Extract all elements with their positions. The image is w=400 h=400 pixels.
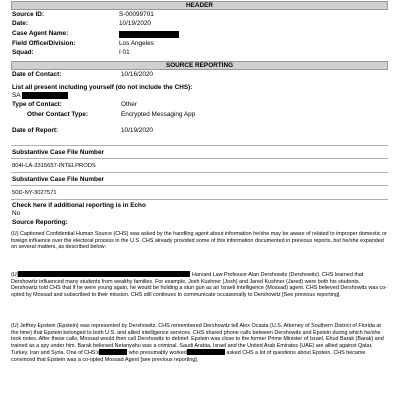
paragraph-1-text: (U) Captioned Confidential Human Source (CHS) was asked by the handling agent about information he/she may be aware of related to improper domestic or foreign influence over the electoral process in the U.S. CHS already provided some of this information documented in previous reports, but he/she expanded on several matters, as described below: xyxy=(11,231,387,251)
agent-names-redaction xyxy=(22,92,68,99)
paragraph-3-text-a: (U) Jeffrey Epstein (Epstein) was represented by Dershowitz. CHS remembered Dershowitz tell Alex Ocasta (U.S. Attorney of Southern District of Florida at the time) that Epstein belonged to both U.S. and allied intelligence services. CHS shared phone calls between Dershowitz and Epstein during which he/she took notes. After these calls, Mossad would then call Dershowitz to debrief. Epstein was close to the former Prime Minister of Israel, Ehud Barak (Barak) and trained as a spy under him. Barak believed Netanyahu was a criminal. Saudi Arabia, Israel and the United Arab Emirates (UAE) are allied against Qatar, Turkey, Iran and Syria. One of CHS's xyxy=(11,323,384,357)
case-agent-redaction xyxy=(119,31,179,38)
date-of-report-value: 10/19/2020 xyxy=(121,127,153,134)
source-reporting-title: SOURCE REPORTING xyxy=(165,62,234,69)
divider xyxy=(11,172,388,173)
source-reporting-bar xyxy=(11,61,388,70)
date-of-contact-label: Date of Contact: xyxy=(12,71,62,78)
field-office-value: Los Angeles xyxy=(119,40,154,47)
paragraph-3-text-c: asked CHS a lot of questions about Epstein. CHS became convinced that Epstein was a co-opted Mossad Agent [see previous reporting]. xyxy=(11,350,366,363)
source-id-label: Source ID: xyxy=(12,11,44,18)
squad-value: I 01 xyxy=(119,49,130,56)
paragraph-3-redaction-2 xyxy=(187,349,225,355)
other-contact-type-label: Other Contact Type: xyxy=(27,111,88,118)
type-of-contact-label: Type of Contact: xyxy=(12,101,62,108)
field-office-label: Field Office/Division: xyxy=(12,40,76,47)
reporting-paragraph-1 xyxy=(11,231,388,251)
other-contact-type-value: Encrypted Messaging App xyxy=(121,111,196,118)
list-present-prefix: SA xyxy=(12,92,21,99)
paragraph-2-redaction xyxy=(18,271,190,277)
header-title: HEADER xyxy=(186,2,213,9)
divider xyxy=(11,145,388,146)
date-of-contact-value: 10/16/2020 xyxy=(121,71,153,78)
header-bar xyxy=(11,1,388,10)
case-file-number-1: 804I-LA-3315657-INTELPRODS xyxy=(12,163,96,169)
reporting-paragraph-3 xyxy=(11,323,388,364)
list-present-label: List all present including yourself (do not include the CHS): xyxy=(12,84,193,91)
date-label: Date: xyxy=(12,20,28,27)
divider xyxy=(11,185,388,186)
case-file-header-2: Substantive Case File Number xyxy=(12,176,104,183)
source-id-value: S-00099701 xyxy=(119,11,154,18)
source-reporting-label: Source Reporting: xyxy=(12,219,68,226)
squad-label: Squad: xyxy=(12,49,34,56)
paragraph-3-redaction-1 xyxy=(99,349,127,355)
type-of-contact-value: Other xyxy=(121,101,137,108)
paragraph-2-prefix: (U) xyxy=(11,272,19,278)
case-file-number-2: 50D-NY-3027571 xyxy=(12,190,57,196)
divider xyxy=(11,158,388,159)
echo-value: No xyxy=(12,210,21,217)
case-agent-label: Case Agent Name: xyxy=(12,30,69,37)
paragraph-3-text-b: who presumably worked xyxy=(127,350,187,357)
date-of-report-label: Date of Report: xyxy=(12,127,59,134)
reporting-paragraph-2 xyxy=(11,271,388,298)
divider xyxy=(11,199,388,200)
date-value: 10/19/2020 xyxy=(119,20,151,27)
case-file-header-1: Substantive Case File Number xyxy=(12,149,104,156)
paragraph-2-text: Harvard Law Professor Alan Dershowitz (Dershowitz). CHS learned that Dershowitz influenced many students from wealthy families. For example, Josh Kushner (Josh) and Jared Kushner (Jared) were both his students. Dershowitz told CHS that if he were young again, he would be holding a stun gun as an Israeli Intelligence (Mossad) agent. CHS believed Dershowitz was co-opted by Mossad and subscribed to their mission. CHS still continues to communicate occasionally to Dershowitz [See previous reporting]. xyxy=(11,272,388,298)
echo-label: Check here if additional reporting is in Echo xyxy=(12,202,146,209)
